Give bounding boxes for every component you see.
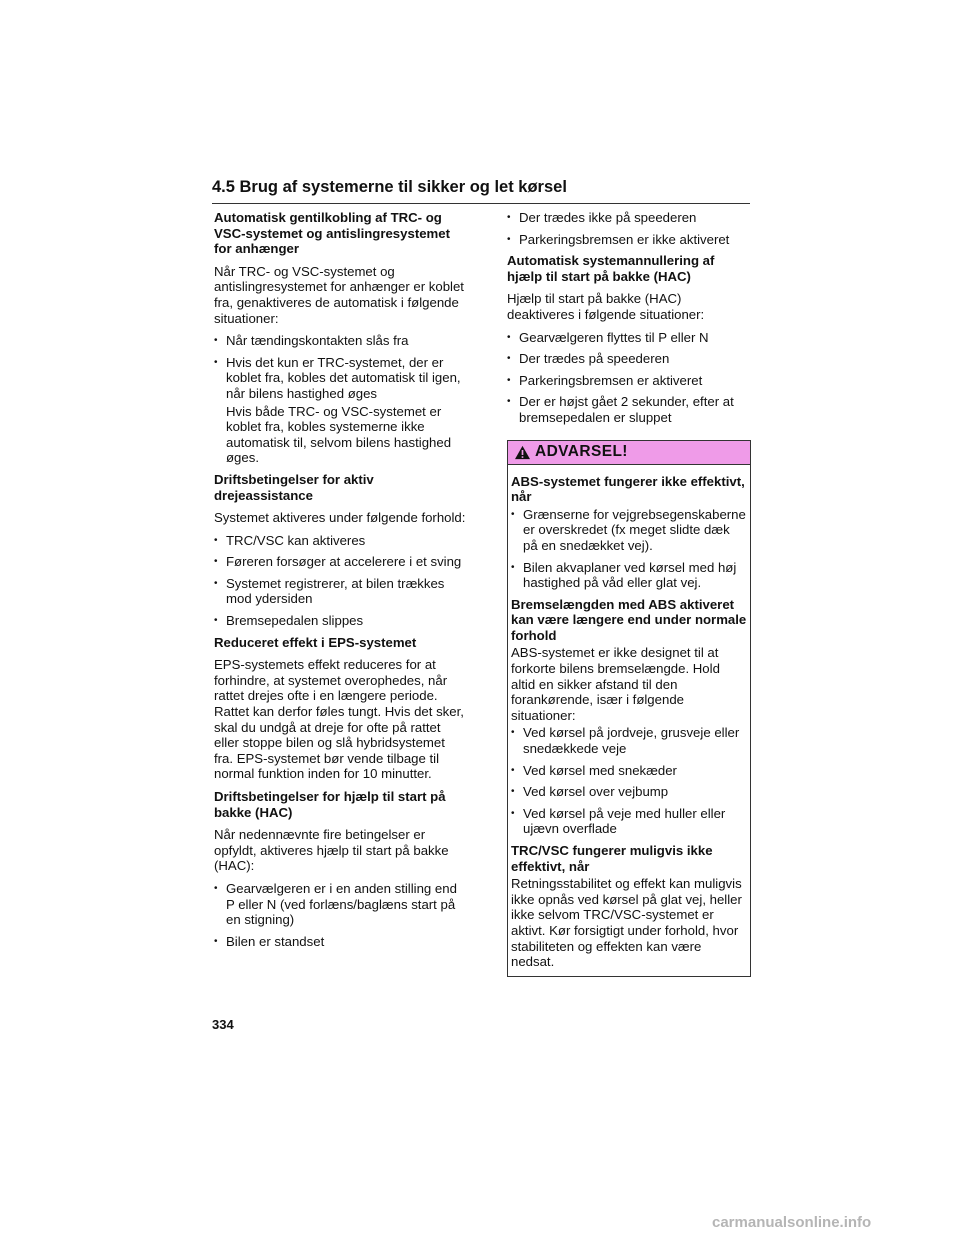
list-active-cornering (214, 533, 466, 629)
warning-heading-abs: ABS-systemet fungerer ikke effektivt, når (511, 473, 745, 505)
warning-paragraph-trc: Retningsstabilitet og effekt kan muligvis ikke opnås ved kørsel på glat vej, heller ikke selvom TRC/VSC-systemet er aktivt. Kør forsigtigt under forhold, hvor stabiliteten og effekten kan være nedsat. (511, 876, 742, 970)
list-item: • Gearvælgeren er i en anden stilling end P eller N (ved forlæns/baglæns start på en stigning) (214, 881, 466, 928)
list-item: • Ved kørsel på jordveje, grusveje eller snedækkede veje (511, 725, 747, 756)
warning-list-abs (511, 507, 747, 591)
list-item: • Når tændingskontakten slås fra (214, 333, 466, 349)
heading-eps-reduced: Reduceret effekt i EPS-systemet (214, 634, 417, 650)
list-item: • Systemet registrerer, at bilen trækkes mod ydersiden (214, 576, 466, 607)
list-item: • Bilen akvaplaner ved kørsel med høj hastighed på våd eller glat vej. (511, 560, 747, 591)
warning-heading-braking: Bremselængden med ABS aktiveret kan være længere end under normale forhold (511, 596, 747, 643)
paragraph-eps-reduced: EPS-systemets effekt reduceres for at forhindre, at systemet overophedes, når rattet drejes ofte i en længere periode. Rattet kan derfor føles tungt. Hvis det sker, skal du undgå at dreje for ofte på rattet eller stoppe bilen og slå hybridsystemet fra. EPS-systemet bør vende tilbage til normal funktion inden for 10 minutter. (214, 657, 464, 782)
heading-hac-cancel: Automatisk systemannullering af hjælp til start på bakke (HAC) (507, 253, 715, 284)
list-item: • Parkeringsbremsen er aktiveret (507, 373, 751, 389)
paragraph-hac-conditions: Når nedennævnte fire betingelser er opfyldt, aktiveres hjælp til start på bakke (HAC): (214, 827, 449, 874)
warning-heading-trc: TRC/VSC fungerer muligvis ikke effektivt, når (511, 843, 713, 874)
right-column (507, 210, 751, 977)
left-column (214, 210, 466, 955)
list-item: • Ved kørsel på veje med huller eller ujævn overflade (511, 806, 747, 837)
list-item: • Der trædes på speederen (507, 351, 751, 367)
list-item: • Grænserne for vejgrebsegenskaberne er overskredet (fx meget slidte dæk på en snedækket vej). (511, 507, 747, 554)
paragraph-auto-reactivation: Når TRC- og VSC-systemet og antislingresystemet for anhænger er koblet fra, genaktiveres de automatisk i følgende situationer: (214, 263, 464, 326)
list-item: • Føreren forsøger at accelerere i et sving (214, 554, 466, 570)
paragraph-hac-cancel: Hjælp til start på bakke (HAC) deaktiveres i følgende situationer: (507, 291, 705, 322)
list-item: • Ved kørsel over vejbump (511, 784, 747, 800)
warning-triangle-icon (514, 445, 531, 460)
list-item: • Ved kørsel med snekæder (511, 763, 747, 779)
heading-auto-reactivation: Automatisk gentilkobling af TRC- og VSC-systemet og antislingresystemet for anhænger (214, 210, 450, 257)
warning-list-braking (511, 725, 747, 837)
warning-box (507, 440, 751, 977)
list-item-continuation: Hvis både TRC- og VSC-systemet er koblet fra, kobles systemerne ikke automatisk til, selvom bilens hastighed øges. (226, 403, 452, 466)
warning-title-bar (508, 441, 750, 465)
list-reactivation (214, 333, 466, 466)
list-item: • Bilen er standset (214, 934, 466, 950)
list-item: • Gearvælgeren flyttes til P eller N (507, 330, 751, 346)
list-item (214, 355, 466, 466)
list-item: • Parkeringsbremsen er ikke aktiveret (507, 232, 751, 248)
heading-active-cornering: Driftsbetingelser for aktiv drejeassistance (214, 471, 374, 503)
list-item-text: Hvis det kun er TRC-systemet, der er koblet fra, kobles det automatisk til igen, når bilens hastighed øges (226, 354, 461, 401)
list-hac-conditions (214, 881, 466, 949)
list-hac-conditions-cont (507, 210, 751, 247)
list-item: • Bremsepedalen slippes (214, 613, 466, 629)
heading-hac-conditions: Driftsbetingelser for hjælp til start på bakke (HAC) (214, 789, 446, 820)
warning-paragraph-braking: ABS-systemet er ikke designet til at forkorte bilens bremselængde. Hold altid en sikker afstand til den forankørende, især i følgende situationer: (511, 645, 720, 723)
section-header: 4.5 Brug af systemerne til sikker og let kørsel (212, 178, 750, 204)
list-hac-cancel (507, 330, 751, 426)
list-item: • TRC/VSC kan aktiveres (214, 533, 466, 549)
warning-title: ADVARSEL! (535, 443, 628, 461)
paragraph-active-cornering: Systemet aktiveres under følgende forhold: (214, 510, 466, 526)
list-item: • Der trædes ikke på speederen (507, 210, 751, 226)
list-item: • Der er højst gået 2 sekunder, efter at bremsepedalen er sluppet (507, 394, 751, 425)
watermark: carmanualsonline.info (712, 1214, 872, 1231)
page-number: 334 (212, 1017, 234, 1032)
warning-body (508, 465, 750, 976)
